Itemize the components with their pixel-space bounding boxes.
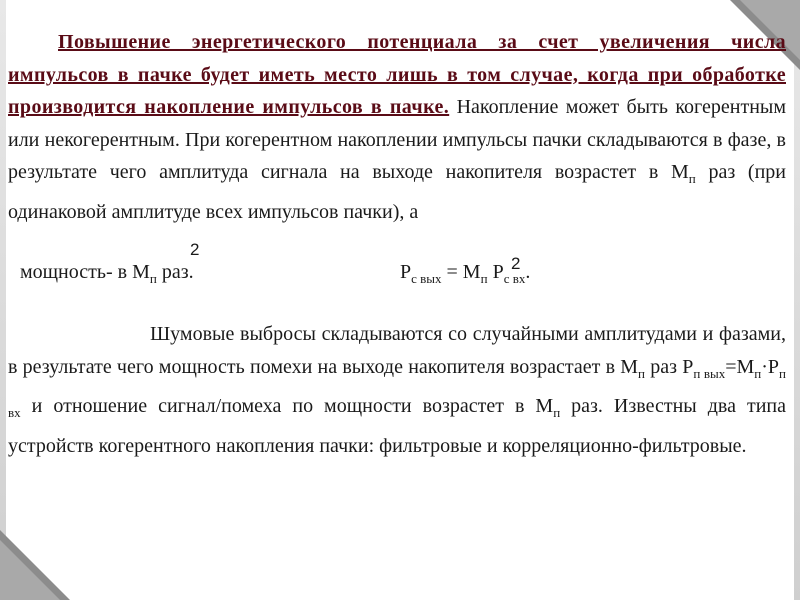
text-segment: раз Р: [645, 355, 694, 378]
power-formula-row: [8, 256, 786, 290]
formula-symbol: .: [525, 261, 531, 283]
power-formula: [400, 256, 530, 296]
corner-decoration-bottom-left-inner: [0, 540, 60, 600]
slide-text: [8, 26, 786, 462]
text-segment: Шумовые выбросы складываются со случайными амплитудами и фазами, в результате чего мощность помехи на выходе накопителя возрастает в М: [8, 323, 786, 378]
power-gain-text: [20, 256, 194, 296]
subscript: п: [149, 271, 157, 286]
subscript: с вых: [411, 271, 442, 286]
formula-symbol: P: [400, 261, 412, 283]
left-border: [0, 0, 6, 600]
text-segment: раз.: [156, 261, 194, 283]
formula-symbol: = М: [441, 261, 481, 283]
subscript: п: [638, 365, 646, 381]
subscript: п: [480, 271, 488, 286]
text-segment: =М: [725, 355, 755, 378]
subscript: п: [688, 171, 696, 186]
paragraph-accumulation: [8, 26, 786, 228]
subscript: п вых: [693, 365, 726, 381]
text-segment: раз. Известны два типа устройств когерентного накопления пачки: фильтровые и корреляционно-фильтровые.: [8, 395, 786, 457]
text-segment: мощность- в М: [20, 261, 150, 283]
text-segment: Накопление может быть когерентным или некогерентным. При когерентном накоплении импульсы пачки складываются в фазе, в результате чего амплитуда сигнала на выходе накопителя возрастет в М: [8, 96, 786, 183]
text-segment: ·Р: [761, 355, 780, 378]
paragraph-noise: [8, 318, 786, 462]
subscript: п: [754, 365, 762, 381]
subscript: с вх: [503, 271, 526, 286]
superscript-right: 2: [511, 254, 521, 273]
formula-symbol: P: [487, 261, 504, 283]
right-border: [794, 0, 800, 600]
subscript: п: [553, 405, 561, 420]
text-segment: и отношение сигнал/помеха по мощности возрастет в М: [20, 395, 554, 417]
emphasis-text: Повышение энергетического потенциала за счет увеличения числа импульсов в пачке будет иметь место лишь в том случае, когда при обработке производится накопление импульсов в пачке.: [8, 31, 786, 118]
subscript: п вх: [8, 365, 786, 420]
superscript-left: 2: [190, 240, 200, 259]
text-segment: раз (при одинаковой амплитуде всех импульсов пачки), а: [8, 161, 786, 223]
